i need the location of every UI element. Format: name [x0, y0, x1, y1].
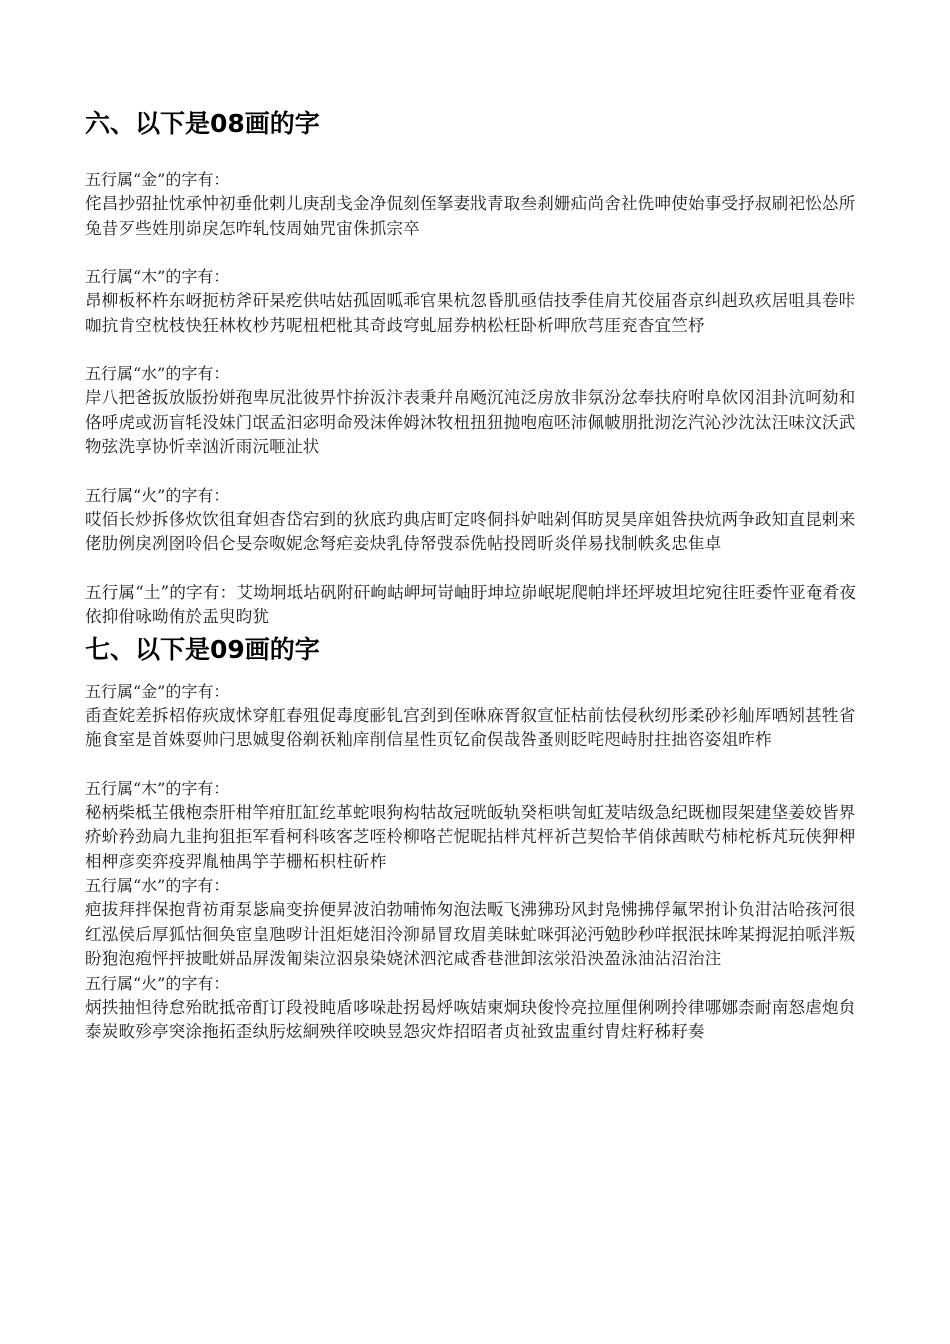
group-chars: 臿查姹差拆柖侟疢宬怵穿舡春殂促毒度彨钆宫刭到侄咻庥胥叙宣怔枯前怯侵秋纫彤柔砂衫舢厍哂矧甚牲省施食室是首姝耍帅闩思娍叟俗剃祅籼庠削信星性页钇俞俣哉咎蚤则眨咤咫峙肘拄拙咨姿俎昨柞	[85, 705, 856, 749]
group-label: 五行属“土”的字有：	[85, 582, 237, 602]
section-heading-08: 六、以下是08画的字	[85, 109, 320, 138]
group-earth-08	[85, 581, 865, 630]
group-chars: 侘昌抄弨扯忱承忡初垂仳剌儿庚刮戋金净侃刻侄拏妻戕青取叁刹姗疝尚舍社侁呻使始事受抒叔刷祀忪怂所兔昔歹些姓刖峁戾怎咋轧忮周妯咒宙侏抓宗卒	[85, 194, 856, 238]
group-chars: 哎佰长炒拆侈炊饮徂耷妲杳岱宕到的狄底玓典店町定咚侗抖妒咄剁佴昉炅昊庠姐咎抉炕两争政知直昆剌来佬肋例戾冽囹呤侣仑旻奈呶妮念弩疟妾炔乳侍帑弢忝侁帖投罔昕炎佯易找制帙炙忠隹卓	[85, 509, 856, 553]
group-chars: 秘柄柴柢芏俄枹柰肝柑竿疳肛缸纥革蛇哏狗构牯故冠咣皈轨癸柜哄訇虹茇咭级急纪既枷叚架建垡姜姣皆界疥蚧矜劲扃九韭拘狙拒军看柯科咳客芝咥柃柳咯芒怩昵拈柈芃枰祈芑契恰芊俏俅茜畎芍柿柁柝芃玩侠狎柙相柙彦奕弈疫羿胤柚禺竽芋栅柘枳柱斫柞	[85, 802, 856, 871]
group-chars: 炳抶抽怛待怠殆眈抵帝酊订段祋盹盾哆哚赴拐曷烀咴姞柬炯玦俊怜亮拉厘俚俐咧拎律哪娜柰耐南怒虐炮贠泰炭畋殄亭突涂拖拓歪纨肟炫絅殃徉咬映昱怨灾炸招昭者贞祉致盅重纣胄炷籽秭耔奏	[85, 997, 856, 1041]
group-label: 五行属“水”的字有：	[85, 876, 230, 895]
group-fire-08	[85, 484, 865, 557]
group-metal-08	[85, 168, 865, 241]
group-water-08	[85, 362, 865, 460]
group-fire-09	[85, 972, 865, 1045]
group-chars: 艾坳坰坻坫矾附矸岣岵岬坷岢岫盱坤垃峁岷坭爬帕坢坯坪坡坦坨宛往旺委忤亚奄肴夜依抑佾咏呦侑於盂臾昀犹	[85, 582, 857, 626]
group-label: 五行属“金”的字有：	[85, 681, 230, 701]
section-heading-09: 七、以下是09画的字	[85, 634, 320, 664]
group-label: 五行属“火”的字有：	[85, 973, 230, 993]
group-label: 五行属“木”的字有：	[85, 267, 230, 286]
group-label: 五行属“水”的字有：	[85, 364, 230, 383]
group-metal-09	[85, 680, 865, 753]
group-chars: 疤拔拜拌保抱背祊甭泵毖扁变拚便昇波泊勃哺怖匆泡法畈飞沸狒玢风封凫怫拂俘氟罘拊讣负泔沽哈孩河很红泓侯后厚狐怙徊奂宦皇虺哕计沮炬姥泪泠泖昴冒玫眉美昧虻咪弭泌沔勉眇秒咩抿泯抹哞某拇泥拍哌泮叛盼狍泡疱怦抨披毗姘品屏泼匍柒泣泅泉染娆沭泗沱咸香巷泄卸泫泶沿泱盈泳油沾沼治注	[85, 900, 856, 968]
group-wood-08	[85, 265, 865, 338]
group-chars: 昂柳板杯杵东岈扼枋斧矸杲疙供咕姑孤固呱乖官果杭忽昏肌亟佶技季佳肩艽佼届沓京纠赳玖疚居咀具卷咔咖抗肯空枕枝快狂林枚杪艿呢杻杷枇其奇歧穹虬屈券枘松枉卧析呷欣芎厓兖杳宜竺杼	[85, 291, 856, 335]
group-wood-09	[85, 777, 865, 875]
group-label: 五行属“木”的字有：	[85, 778, 230, 798]
group-chars: 岸八把爸扳放版扮姘孢卑尻沘彼畀忭拚汳汴表秉幷帛飏沉沌泛房放非氛汾忿奉扶府咐阜佽冈泪卦沆呵劾和佫呼虎或沥盲牦没妹门氓孟汩宓明命殁沫侔姆沐牧杻扭狃抛咆庖呸沛佩帔朋批沏汔汽沁沙沈汰汪味汶沃武物弦洗享协忻幸汹沂雨沅咂沚状	[85, 388, 856, 456]
document-page	[85, 104, 865, 1045]
group-water-09	[85, 874, 865, 972]
group-label: 五行属“金”的字有：	[85, 170, 230, 189]
group-label: 五行属“火”的字有：	[85, 485, 230, 505]
